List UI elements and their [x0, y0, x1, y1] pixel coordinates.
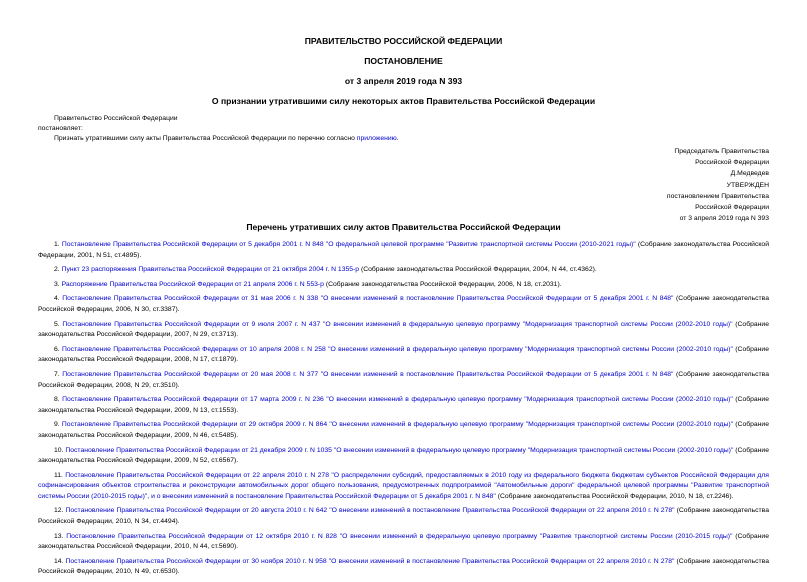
act-link[interactable]: Постановление Правительства Российской Федерации от 21 декабря 2009 г. N 1035 "О внесении изменений в федеральную целевую программу "Модернизация транспортной системы России (2002-2010 годы)"	[65, 446, 734, 454]
act-source: (Собрание законодательства Российской Федерации, 2001, N 51, ст.4895).	[38, 241, 769, 259]
act-source: (Собрание законодательства Российской Федерации, 2004, N 44, ст.4362).	[359, 266, 597, 274]
item-number: 1.	[54, 241, 62, 248]
act-source: (Собрание законодательства Российской Федерации, 2008, N 29, ст.3510).	[38, 370, 769, 389]
item-number: 6.	[54, 345, 63, 353]
list-item	[38, 280, 769, 291]
act-link[interactable]: Постановление Правительства Российской Федерации от 5 декабря 2001 г. N 848 "О федеральной целевой программе "Развитие транспортной системы России (2010-2021 годы)"	[61, 241, 636, 248]
signature-position: Председатель Правительства	[674, 148, 769, 155]
list-item	[38, 265, 769, 276]
act-link[interactable]: Постановление Правительства Российской Федерации от 10 апреля 2008 г. N 258 "О внесении изменений в федеральную целевую программу "Модернизация транспортной системы России (2002-2010 годы)"	[62, 345, 733, 353]
act-source: (Собрание законодательства Российской Федерации, 2010, N 49, ст.6530).	[38, 557, 769, 576]
act-link[interactable]: Постановление Правительства Российской Федерации от 12 октября 2010 г. N 828 "О внесении изменений в федеральную целевую программу "Развитие транспортной системы России (2010-2015 годы)"	[66, 532, 733, 540]
list-item	[38, 240, 769, 261]
approved-by: постановлением Правительства	[666, 192, 769, 200]
act-source: (Собрание законодательства Российской Федерации, 2008, N 17, ст.1879).	[38, 345, 770, 364]
government-heading: ПРАВИТЕЛЬСТВО РОССИЙСКОЙ ФЕДЕРАЦИИ	[304, 36, 503, 46]
act-link[interactable]: Постановление Правительства Российской Федерации от 30 ноября 2010 г. N 958 "О внесении изменений в постановление Правительства Российской Федерации от 22 апреля 2010 г. N 278"	[65, 557, 675, 565]
list-item	[38, 345, 769, 366]
item-number: 10.	[54, 446, 66, 454]
item-number: 7.	[54, 370, 63, 378]
item-number: 14.	[54, 557, 66, 565]
signature-block	[667, 146, 769, 224]
document-date: от 3 апреля 2019 года N 393	[344, 76, 463, 86]
act-link[interactable]: Постановление Правительства Российской Федерации от 22 апреля 2010 г. N 278 "О распределении субсидий, предоставляемых в 2010 году из федерального бюджета бюджетам субъектов Российской Федерации для софинансирования объектов строительства и реконструкции автомобильных дорог общего пользования, предусмотренных подпрограммой "Автомобильные дороги" федеральной целевой программы "Развитие транспортной системы России (2010-2015 годы)", и о внесении изменений в постановление Правительства Российской Федерации от 5 декабря 2001 г. N 848"	[38, 471, 769, 500]
list-item	[38, 471, 769, 503]
item-number: 5.	[54, 320, 63, 328]
intro-period: .	[396, 135, 399, 142]
list-item	[38, 506, 769, 527]
appendix-link[interactable]: приложению	[356, 135, 397, 142]
act-source: (Собрание законодательства Российской Федерации, 2010, N 44, ст.5690).	[38, 532, 769, 551]
act-link[interactable]: Постановление Правительства Российской Федерации от 20 августа 2010 г. N 642 "О внесении изменений в постановление Правительства Российской Федерации от 22 апреля 2010 г. N 278"	[65, 507, 675, 515]
item-number: 12.	[54, 507, 66, 515]
item-number: 3.	[54, 280, 62, 288]
intro-line-2: постановляет:	[38, 125, 83, 132]
act-source: (Собрание законодательства Российской Федерации, 2010, N 34, ст.4494).	[38, 507, 769, 526]
act-source: (Собрание законодательства Российской Федерации, 2010, N 18, ст.2246).	[495, 492, 734, 500]
item-number: 11.	[54, 471, 66, 479]
item-number: 4.	[54, 295, 63, 303]
act-link[interactable]: Постановление Правительства Российской Федерации от 31 мая 2006 г. N 338 "О внесении изменений в постановление Правительства Российской Федерации от 5 декабря 2001 г. N 848"	[62, 295, 674, 303]
list-item	[38, 320, 769, 341]
act-link[interactable]: Постановление Правительства Российской Федерации от 17 марта 2009 г. N 236 "О внесении изменений в федеральную целевую программу "Модернизация транспортной системы России (2002-2010 годы)"	[62, 396, 733, 404]
list-item	[38, 532, 769, 553]
act-source: (Собрание законодательства Российской Федерации, 2006, N 18, ст.2031).	[323, 280, 562, 288]
document-title: О признании утратившими силу некоторых актов Правительства Российской Федерации	[211, 96, 596, 106]
act-source: (Собрание законодательства Российской Федерации, 2009, N 13, ст.1553).	[38, 396, 770, 414]
intro-line-1: Правительство Российской Федерации	[54, 115, 178, 122]
signature-name: Д.Медведев	[730, 170, 769, 178]
item-number: 13.	[54, 532, 67, 540]
list-item	[38, 446, 769, 467]
act-link[interactable]: Распоряжение Правительства Российской Федерации от 21 апреля 2006 г. N 553-р	[61, 280, 324, 288]
act-source: (Собрание законодательства Российской Федерации, 2009, N 46, ст.5485).	[38, 421, 770, 439]
act-link[interactable]: Пункт 23 распоряжения Правительства Российской Федерации от 21 октября 2004 г. N 1355-р	[61, 266, 360, 274]
approved-date: от 3 апреля 2019 года N 393	[679, 215, 769, 223]
act-link[interactable]: Постановление Правительства Российской Федерации от 29 октября 2009 г. N 864 "О внесении изменений в федеральную целевую программу "Модернизация транспортной системы России (2002-2010 годы)"	[61, 421, 734, 429]
act-link[interactable]: Постановление Правительства Российской Федерации от 20 мая 2008 г. N 377 "О внесении изменений в постановление Правительства Российской Федерации от 5 декабря 2001 г. N 848"	[62, 370, 674, 378]
act-source: (Собрание законодательства Российской Федерации, 2009, N 52, ст.6567).	[38, 446, 769, 465]
item-number: 2.	[54, 266, 62, 274]
acts-list	[38, 240, 769, 582]
list-item	[38, 557, 769, 578]
intro-line-3	[54, 134, 399, 145]
intro-text: Признать утратившими силу акты Правительства Российской Федерации по перечню согласно	[54, 135, 357, 142]
item-number: 9.	[54, 421, 62, 429]
document-type: ПОСТАНОВЛЕНИЕ	[364, 56, 443, 66]
signature-org: Российской Федерации	[695, 159, 769, 167]
list-item	[38, 370, 769, 391]
act-source: (Собрание законодательства Российской Федерации, 2007, N 29, ст.3713).	[38, 320, 769, 339]
list-item	[38, 420, 769, 441]
item-number: 8.	[54, 396, 63, 404]
list-item	[38, 294, 769, 315]
list-item	[38, 395, 769, 416]
list-title: Перечень утративших силу актов Правительства Российской Федерации	[246, 222, 561, 232]
act-source: (Собрание законодательства Российской Федерации, 2006, N 30, ст.3387).	[38, 295, 769, 313]
approved-label: УТВЕРЖДЕН	[726, 181, 769, 189]
act-link[interactable]: Постановление Правительства Российской Федерации от 9 июля 2007 г. N 437 "О внесении изменений в федеральную целевую программу "Модернизация транспортной системы России (2002-2010 годы)"	[62, 320, 733, 328]
approved-org: Российской Федерации	[695, 204, 769, 212]
